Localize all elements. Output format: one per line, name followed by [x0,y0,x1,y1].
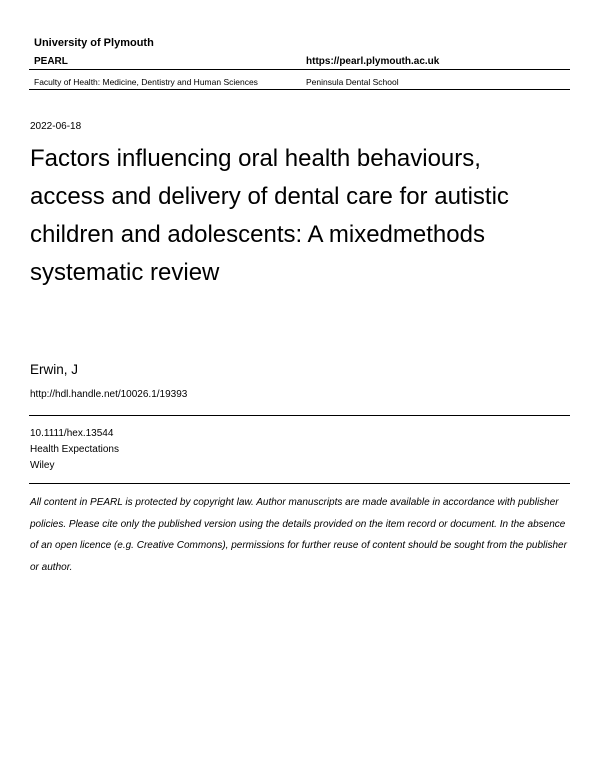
publisher-name: Wiley [30,460,55,471]
school-name: Peninsula Dental School [306,77,399,87]
handle-link[interactable]: http://hdl.handle.net/10026.1/19393 [30,389,188,400]
header-divider-top [29,69,570,70]
repository-url: https://pearl.plymouth.ac.uk [306,56,440,67]
metadata-divider-bottom [29,483,570,484]
doi-text: 10.1111/hex.13544 [30,428,114,439]
header-divider-bottom [29,89,570,90]
repository-name: PEARL [34,56,68,67]
faculty-name: Faculty of Health: Medicine, Dentistry and Human Sciences [34,77,258,87]
metadata-divider-top [29,415,570,416]
journal-name: Health Expectations [30,444,119,455]
record-date: 2022-06-18 [30,121,82,132]
institution-name: University of Plymouth [34,37,154,49]
document-title: Factors influencing oral health behaviours, access and delivery of dental care for autistic children and adolescents: A mixedmethods systematic review [30,145,509,286]
copyright-notice: All content in PEARL is protected by copyright law. Author manuscripts are made available in accordance with publisher policies. Please cite only the published version using the details provided on the item record or document. In the absence of an open licence (e.g. Creative Commons), permissions for further reuse of content should be sought from the publisher or author. [30,497,567,573]
author-name: Erwin, J [30,362,79,377]
